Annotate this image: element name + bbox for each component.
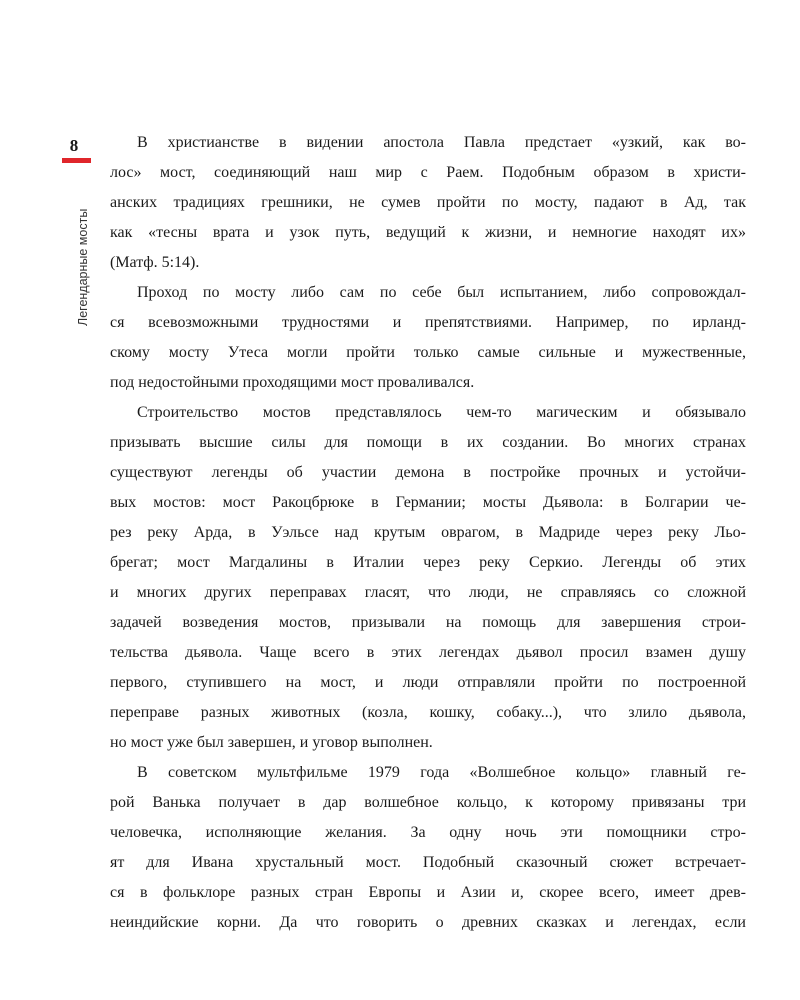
text-line: под недостойными проходящими мост проваливался. xyxy=(110,374,475,391)
text-line: рой Ванька получает в дар волшебное кольцо, к которому привязаны три xyxy=(110,794,746,811)
text-line: и многих других переправах гласят, что люди, не справляясь со сложной xyxy=(110,584,746,601)
text-line: анских традициях грешники, не сумев пройти по мосту, падают в Ад, так xyxy=(110,194,746,211)
paragraph xyxy=(110,284,746,404)
text-line: брегат; мост Магдалины в Италии через реку Серкио. Легенды об этих xyxy=(110,554,746,571)
paragraph xyxy=(110,764,746,944)
body-text xyxy=(110,134,746,944)
text-line: задачей возведения мостов, призывали на помощь для завершения строи- xyxy=(110,614,746,631)
paragraph xyxy=(110,404,746,764)
text-line: лос» мост, соединяющий наш мир с Раем. Подобным образом в христи- xyxy=(110,164,746,181)
text-line: как «тесны врата и узок путь, ведущий к жизни, и немногие находят их» xyxy=(110,224,746,241)
text-line: существуют легенды об участии демона в постройке прочных и устойчи- xyxy=(110,464,746,481)
text-line: переправе разных животных (козла, кошку, собаку...), что злило дьявола, xyxy=(110,704,746,721)
text-line: В христианстве в видении апостола Павла предстает «узкий, как во- xyxy=(137,134,746,151)
text-line: неиндийские корни. Да что говорить о древних сказках и легендах, если xyxy=(110,914,746,931)
text-line: В советском мультфильме 1979 года «Волшебное кольцо» главный ге- xyxy=(137,764,746,781)
text-line: Строительство мостов представлялось чем-то магическим и обязывало xyxy=(137,404,746,421)
text-line: вых мостов: мост Ракоцбрюке в Германии; мосты Дьявола: в Болгарии че- xyxy=(110,494,746,511)
accent-bar xyxy=(62,158,91,163)
text-line: ся в фольклоре разных стран Европы и Азии и, скорее всего, имеет древ- xyxy=(110,884,746,901)
text-line: человечка, исполняющие желания. За одну ночь эти помощники стро- xyxy=(110,824,746,841)
paragraph xyxy=(110,134,746,284)
text-line: тельства дьявола. Чаще всего в этих легендах дьявол просил взамен душу xyxy=(110,644,746,661)
page-number: 8 xyxy=(69,136,79,155)
text-line: Проход по мосту либо сам по себе был испытанием, либо сопровождал- xyxy=(137,284,746,301)
running-head-text: Легендарные мосты xyxy=(76,208,90,326)
text-line: но мост уже был завершен, и уговор выполнен. xyxy=(110,734,433,751)
text-line: ят для Ивана хрустальный мост. Подобный сказочный сюжет встречает- xyxy=(110,854,746,871)
text-line: ся всевозможными трудностями и препятствиями. Например, по ирланд- xyxy=(110,314,746,331)
text-line: первого, ступившего на мост, и люди отправляли пройти по построенной xyxy=(110,674,746,691)
text-line: скому мосту Утеса могли пройти только самые сильные и мужественные, xyxy=(110,344,746,361)
running-head xyxy=(76,176,90,326)
text-line: рез реку Арда, в Уэльсе над крутым оврагом, в Мадриде через реку Льо- xyxy=(110,524,746,541)
text-line: призывать высшие силы для помощи в их создании. Во многих странах xyxy=(110,434,746,451)
text-line: (Матф. 5:14). xyxy=(110,254,200,271)
